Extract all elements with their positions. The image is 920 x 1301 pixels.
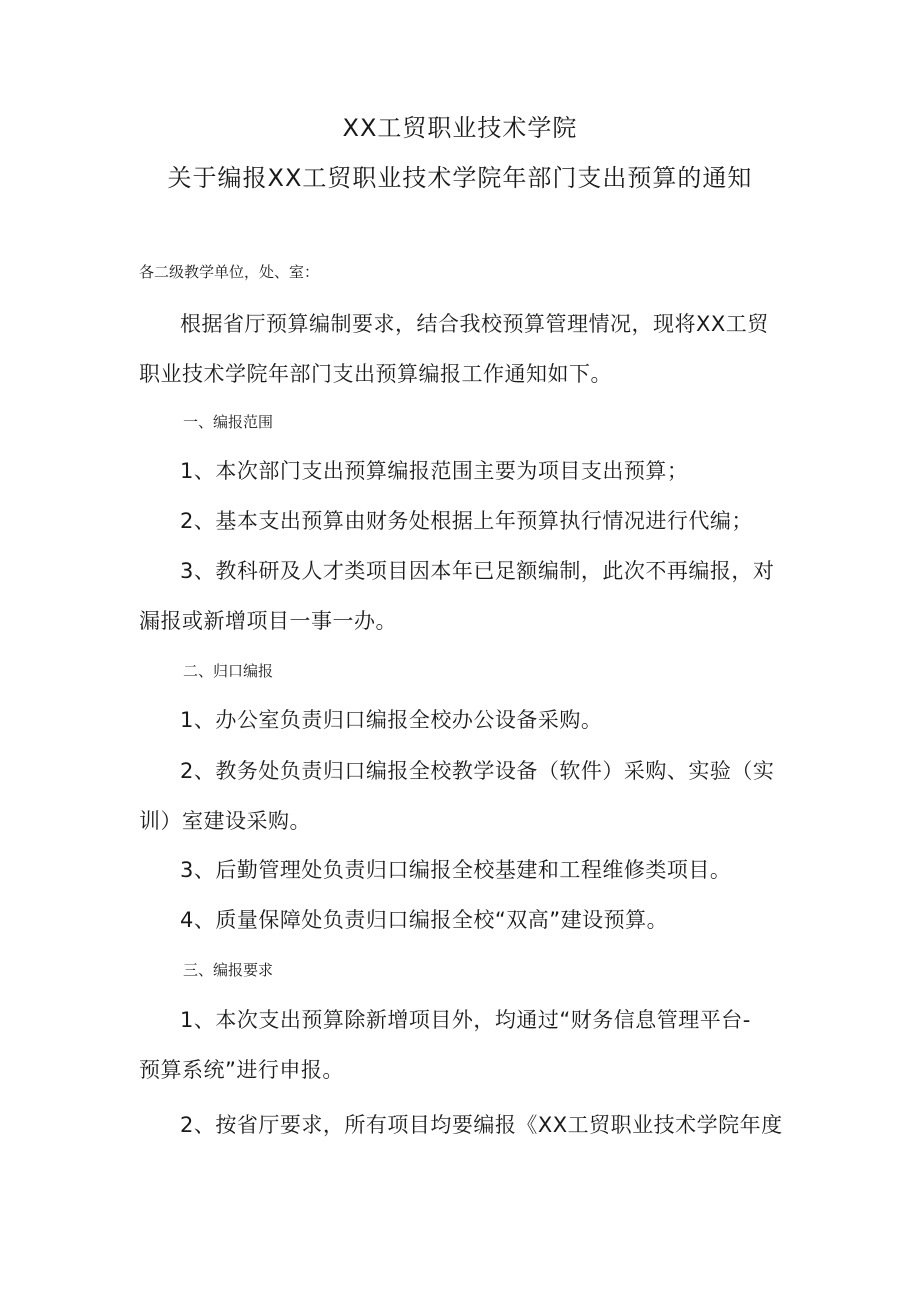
- intro-paragraph-line-1: 根据省厅预算编制要求，结合我校预算管理情况，现将XX工贸: [180, 312, 769, 336]
- section-1-item-2: 2、基本支出预算由财务处根据上年预算执行情况进行代编；: [180, 509, 753, 533]
- institution-title: XX工贸职业技术学院: [342, 114, 578, 142]
- section-1-item-3-line-2: 漏报或新增项目一事一办。: [139, 609, 397, 633]
- section-2-heading: 二、归口编报: [183, 662, 274, 680]
- section-2-item-3: 3、后勤管理处负责归口编报全校基建和工程维修类项目。: [180, 858, 732, 882]
- salutation: 各二级教学单位，处、室：: [139, 263, 320, 281]
- section-2-item-1: 1、办公室负责归口编报全校办公设备采购。: [180, 708, 603, 732]
- section-3-item-1-line-1: 1、本次支出预算除新增项目外，均通过“财务信息管理平台-: [180, 1008, 751, 1032]
- intro-paragraph-line-2: 职业技术学院年部门支出预算编报工作通知如下。: [139, 362, 612, 386]
- section-3-heading: 三、编报要求: [183, 961, 274, 979]
- section-2-item-2-line-1: 2、教务处负责归口编报全校教学设备（软件）采购、实验（实: [180, 759, 775, 783]
- section-3-item-1-line-2: 预算系统”进行申报。: [139, 1058, 344, 1082]
- notice-title: 关于编报XX工贸职业技术学院年部门支出预算的通知: [167, 164, 753, 192]
- section-1-heading: 一、编报范围: [183, 413, 274, 431]
- section-1-item-1: 1、本次部门支出预算编报范围主要为项目支出预算；: [180, 459, 689, 483]
- section-1-item-3-line-1: 3、教科研及人才类项目因本年已足额编制，此次不再编报，对: [180, 559, 775, 583]
- section-2-item-4: 4、质量保障处负责归口编报全校“双高”建设预算。: [180, 908, 669, 932]
- section-3-item-2-line-1: 2、按省厅要求，所有项目均要编报《XX工贸职业技术学院年度: [180, 1113, 783, 1137]
- section-2-item-2-line-2: 训）室建设采购。: [139, 809, 311, 833]
